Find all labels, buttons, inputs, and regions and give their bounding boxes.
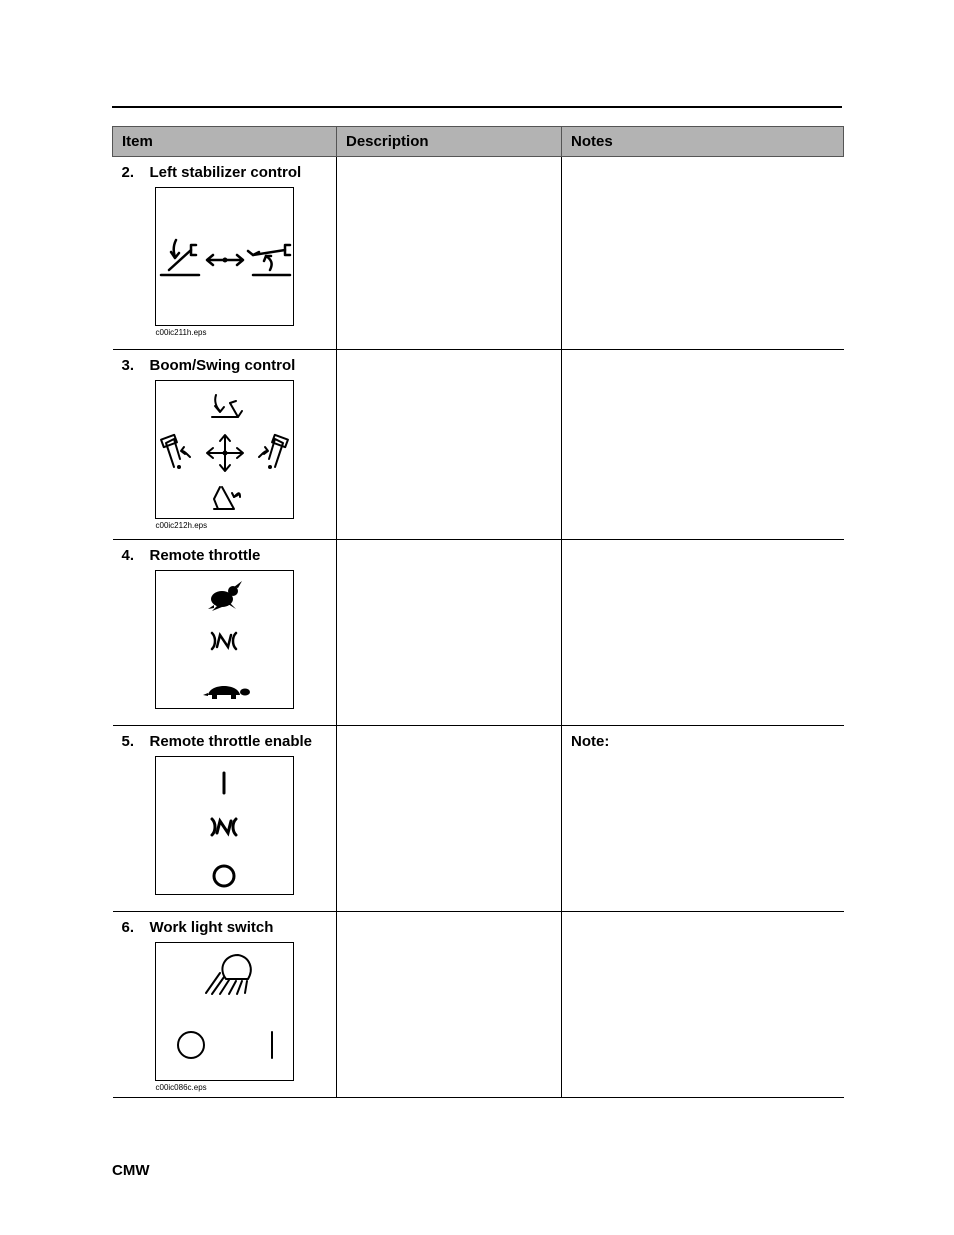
- rabbit-icon: [208, 581, 242, 611]
- header-item: Item: [113, 127, 337, 157]
- notes-cell: [562, 540, 844, 726]
- top-rule: [112, 106, 842, 108]
- item-title: 3. Boom/Swing control: [121, 357, 296, 374]
- description-cell: [337, 540, 562, 726]
- notes-cell: [562, 912, 844, 1098]
- throttle-enable-switch-icon: [155, 756, 294, 895]
- note-label: Note:: [571, 733, 610, 750]
- description-cell: [337, 157, 562, 350]
- figure-caption: c00ic211h.eps: [155, 328, 207, 337]
- item-title: 4. Remote throttle: [121, 547, 261, 564]
- table-row: [113, 350, 844, 540]
- item-title: 2. Left stabilizer control: [121, 164, 302, 181]
- description-cell: [337, 912, 562, 1098]
- stabilizer-control-icon: [155, 187, 294, 326]
- item-cell: [113, 726, 337, 912]
- item-cell: [113, 912, 337, 1098]
- header-description: Description: [337, 127, 562, 157]
- figure-caption: c00ic086c.eps: [155, 1083, 207, 1092]
- description-cell: [337, 726, 562, 912]
- table-row: [113, 912, 844, 1098]
- work-light-switch-icon: [155, 942, 294, 1081]
- item-title: 6. Work light switch: [121, 919, 274, 936]
- table-row: [113, 540, 844, 726]
- notes-cell: [562, 726, 844, 912]
- item-cell: [113, 540, 337, 726]
- notes-cell: [562, 157, 844, 350]
- table-row: [113, 726, 844, 912]
- item-cell: [113, 350, 337, 540]
- header-row: [113, 127, 844, 157]
- figure-caption: c00ic212h.eps: [155, 521, 208, 530]
- controls-table: [112, 126, 844, 1098]
- item-cell: [113, 157, 337, 350]
- throttle-rabbit-turtle-icon: [155, 570, 294, 709]
- footer-label: CMW: [112, 1162, 150, 1179]
- description-cell: [337, 350, 562, 540]
- item-title: 5. Remote throttle enable: [121, 733, 313, 750]
- turtle-icon: [203, 686, 250, 699]
- boom-swing-control-icon: [155, 380, 294, 519]
- header-notes: Notes: [562, 127, 844, 157]
- table-row: [113, 157, 844, 350]
- notes-cell: [562, 350, 844, 540]
